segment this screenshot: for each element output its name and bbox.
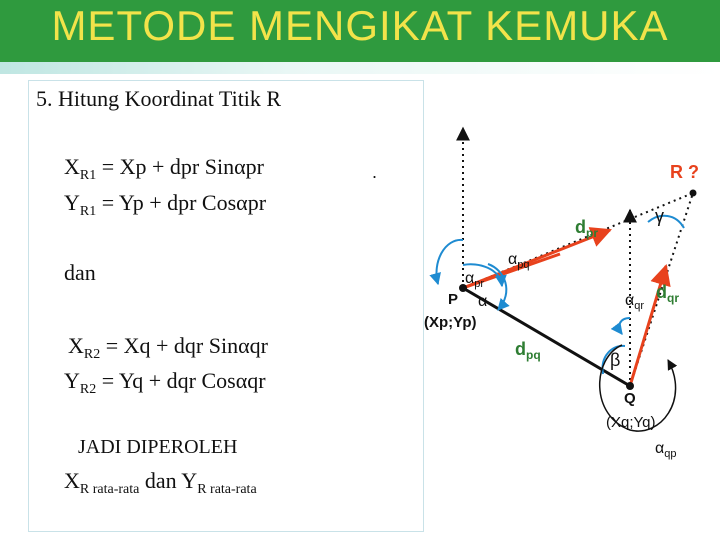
label-alpha-qr <box>625 292 644 312</box>
label-d-qr <box>656 282 679 305</box>
equation-xr2-rhs: = Xq + dqr Sinαqr <box>100 333 268 358</box>
dan-text: dan <box>64 260 96 285</box>
label-p: P <box>448 291 459 308</box>
stray-dot: . <box>372 162 378 182</box>
arc-alpha-qr <box>619 318 630 334</box>
equation-yr1-sub: R1 <box>79 204 97 219</box>
label-r: R ? <box>670 162 699 182</box>
label-beta: β <box>610 350 621 370</box>
label-d-pq-main: d <box>515 339 526 359</box>
line-p-q <box>463 288 630 386</box>
equation-xr1-rhs: = Xp + dpr Sinαpr <box>96 154 264 179</box>
final-mid: dan Y <box>139 468 198 493</box>
arc-alpha-pr <box>437 240 463 284</box>
label-d-qr-sub: qr <box>667 291 679 305</box>
final-x-sub: R rata-rata <box>79 482 140 497</box>
label-gamma: γ <box>655 206 664 226</box>
equation-yr2-rhs: = Yq + dqr Cosαqr <box>96 368 266 393</box>
page-title: METODE MENGIKAT KEMUKA <box>51 2 669 49</box>
arc-gamma <box>648 216 684 228</box>
label-q: Q <box>624 390 636 407</box>
equation-xr1-sub: R1 <box>79 168 97 183</box>
label-p-coord: (Xp;Yp) <box>424 314 477 331</box>
equation-xr2-lhs: X <box>68 333 84 358</box>
equation-yr2-lhs: Y <box>64 368 80 393</box>
panel-heading: 5. Hitung Koordinat Titik R <box>36 86 282 111</box>
label-d-pr <box>575 217 598 240</box>
label-alpha-qr-main: α <box>625 292 635 309</box>
label-alpha-pq-main: α <box>508 251 518 268</box>
label-d-pq-sub: pq <box>526 348 541 362</box>
label-d-pr-main: d <box>575 217 586 237</box>
final-x: X <box>64 468 80 493</box>
equation-yr1-lhs: Y <box>64 190 80 215</box>
equation-xr1-lhs: X <box>64 154 80 179</box>
label-alpha-qp-main: α <box>655 440 665 457</box>
equation-yr2-sub: R2 <box>79 382 97 397</box>
label-q-coord: (Xq;Yq) <box>606 414 656 431</box>
label-alpha: α <box>478 293 488 310</box>
equation-xr2-sub: R2 <box>83 347 101 362</box>
label-d-pq <box>515 339 541 362</box>
label-alpha-qp <box>655 440 677 460</box>
label-alpha-pr-sub: pr <box>474 278 485 290</box>
label-d-qr-main: d <box>656 282 667 302</box>
label-d-pr-sub: pr <box>586 226 598 240</box>
point-q <box>626 382 634 390</box>
final-y-sub: R rata-rata <box>197 482 257 497</box>
label-alpha-qp-sub: qp <box>664 448 677 460</box>
equation-yr1-rhs: = Yp + dpr Cosαpr <box>96 190 267 215</box>
jadi-text: JADI DIPEROLEH <box>78 436 238 458</box>
point-r <box>690 190 697 197</box>
label-alpha-pq-sub: pq <box>517 259 530 271</box>
label-alpha-pr-main: α <box>465 270 475 287</box>
label-alpha-qr-sub: qr <box>634 300 645 312</box>
